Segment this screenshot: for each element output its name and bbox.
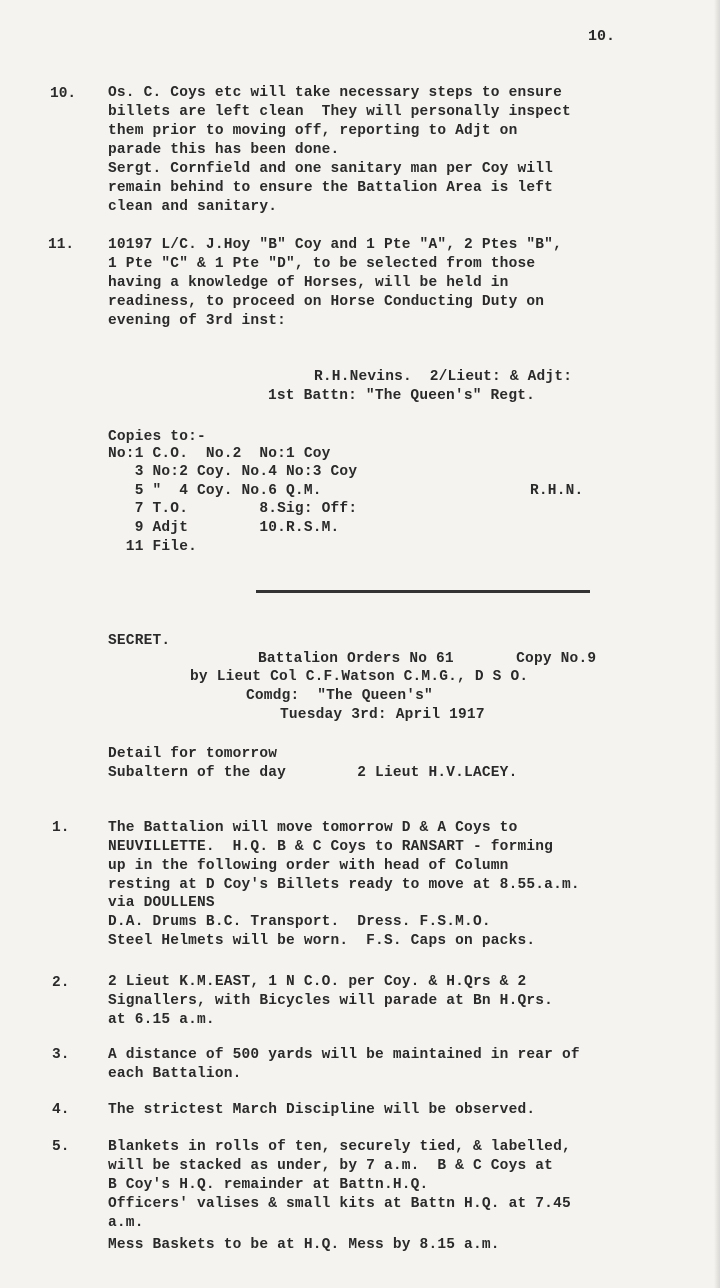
order-2-line: 2 Lieut K.M.EAST, 1 N C.O. per Coy. & H.Qrs & 2 bbox=[108, 974, 527, 990]
order-1-line: Steel Helmets will be worn. F.S. Caps on packs. bbox=[108, 933, 536, 949]
order-1-line: up in the following order with head of Column bbox=[108, 858, 509, 874]
order-5-line: Mess Baskets to be at H.Q. Mess by 8.15 a.m. bbox=[108, 1237, 500, 1253]
item-11-line: 1 Pte "C" & 1 Pte "D", to be selected from those bbox=[108, 256, 536, 272]
item-11-line: 10197 L/C. J.Hoy "B" Coy and 1 Pte "A", 2 Ptes "B", bbox=[108, 237, 562, 253]
orders-by: by Lieut Col C.F.Watson C.M.G., D S O. bbox=[190, 669, 529, 685]
item-11-number: 11. bbox=[48, 237, 75, 253]
item-10-line: clean and sanitary. bbox=[108, 199, 278, 215]
copies-heading: Copies to:- bbox=[108, 429, 206, 445]
signature-unit: 1st Battn: "The Queen's" Regt. bbox=[268, 388, 536, 404]
item-11-line: evening of 3rd inst: bbox=[108, 313, 287, 329]
item-10-line: Os. C. Coys etc will take necessary steps to ensure bbox=[108, 85, 562, 101]
order-1-line: D.A. Drums B.C. Transport. Dress. F.S.M.O. bbox=[108, 914, 491, 930]
order-2-number: 2. bbox=[52, 975, 70, 991]
item-10-line: remain behind to ensure the Battalion Area is left bbox=[108, 180, 554, 196]
section-divider bbox=[256, 590, 590, 593]
item-11-line: having a knowledge of Horses, will be held in bbox=[108, 275, 509, 291]
secret-label: SECRET. bbox=[108, 633, 171, 649]
orders-title: Battalion Orders No 61 Copy No.9 bbox=[258, 651, 597, 667]
orders-date: Tuesday 3rd: April 1917 bbox=[280, 707, 485, 723]
order-1-line: NEUVILLETTE. H.Q. B & C Coys to RANSART - forming bbox=[108, 839, 554, 855]
orders-comdg: Comdg: "The Queen's" bbox=[246, 688, 433, 704]
order-3-number: 3. bbox=[52, 1047, 70, 1063]
order-3-line: each Battalion. bbox=[108, 1066, 242, 1082]
order-1-line: via DOULLENS bbox=[108, 895, 215, 911]
copies-initials: R.H.N. bbox=[530, 483, 584, 499]
copies-row: 7 T.O. 8.Sig: Off: bbox=[108, 501, 358, 517]
order-4-number: 4. bbox=[52, 1102, 70, 1118]
copies-row: 9 Adjt 10.R.S.M. bbox=[108, 520, 340, 536]
copies-row: No:1 C.O. No.2 No:1 Coy bbox=[108, 446, 331, 462]
item-10-line: parade this has been done. bbox=[108, 142, 340, 158]
item-11-line: readiness, to proceed on Horse Conducting Duty on bbox=[108, 294, 545, 310]
order-5-line: Blankets in rolls of ten, securely tied, & labelled, bbox=[108, 1139, 571, 1155]
order-4-line: The strictest March Discipline will be observed. bbox=[108, 1102, 536, 1118]
order-1-line: The Battalion will move tomorrow D & A Coys to bbox=[108, 820, 518, 836]
item-10-number: 10. bbox=[50, 86, 77, 102]
copies-row: 5 " 4 Coy. No.6 Q.M. bbox=[108, 483, 322, 499]
order-5-line: will be stacked as under, by 7 a.m. B & C Coys at bbox=[108, 1158, 554, 1174]
order-5-number: 5. bbox=[52, 1139, 70, 1155]
copies-row: 11 File. bbox=[108, 539, 198, 555]
order-3-line: A distance of 500 yards will be maintained in rear of bbox=[108, 1047, 580, 1063]
order-5-line: B Coy's H.Q. remainder at Battn.H.Q. bbox=[108, 1177, 429, 1193]
order-1-number: 1. bbox=[52, 820, 70, 836]
signature-name: R.H.Nevins. 2/Lieut: & Adjt: bbox=[314, 369, 573, 385]
copies-row: 3 No:2 Coy. No.4 No:3 Coy bbox=[108, 464, 358, 480]
order-5-line: a.m. bbox=[108, 1215, 144, 1231]
subaltern-line: Subaltern of the day 2 Lieut H.V.LACEY. bbox=[108, 765, 518, 781]
order-2-line: Signallers, with Bicycles will parade at Bn H.Qrs. bbox=[108, 993, 554, 1009]
page-number: 10. bbox=[588, 28, 616, 45]
item-10-line: them prior to moving off, reporting to Adjt on bbox=[108, 123, 518, 139]
detail-heading: Detail for tomorrow bbox=[108, 746, 278, 762]
item-10-line: Sergt. Cornfield and one sanitary man per Coy will bbox=[108, 161, 554, 177]
order-2-line: at 6.15 a.m. bbox=[108, 1012, 215, 1028]
item-10-line: billets are left clean They will personally inspect bbox=[108, 104, 571, 120]
order-5-line: Officers' valises & small kits at Battn H.Q. at 7.45 bbox=[108, 1196, 571, 1212]
page-edge-shadow bbox=[714, 0, 720, 1288]
order-1-line: resting at D Coy's Billets ready to move at 8.55.a.m. bbox=[108, 877, 580, 893]
